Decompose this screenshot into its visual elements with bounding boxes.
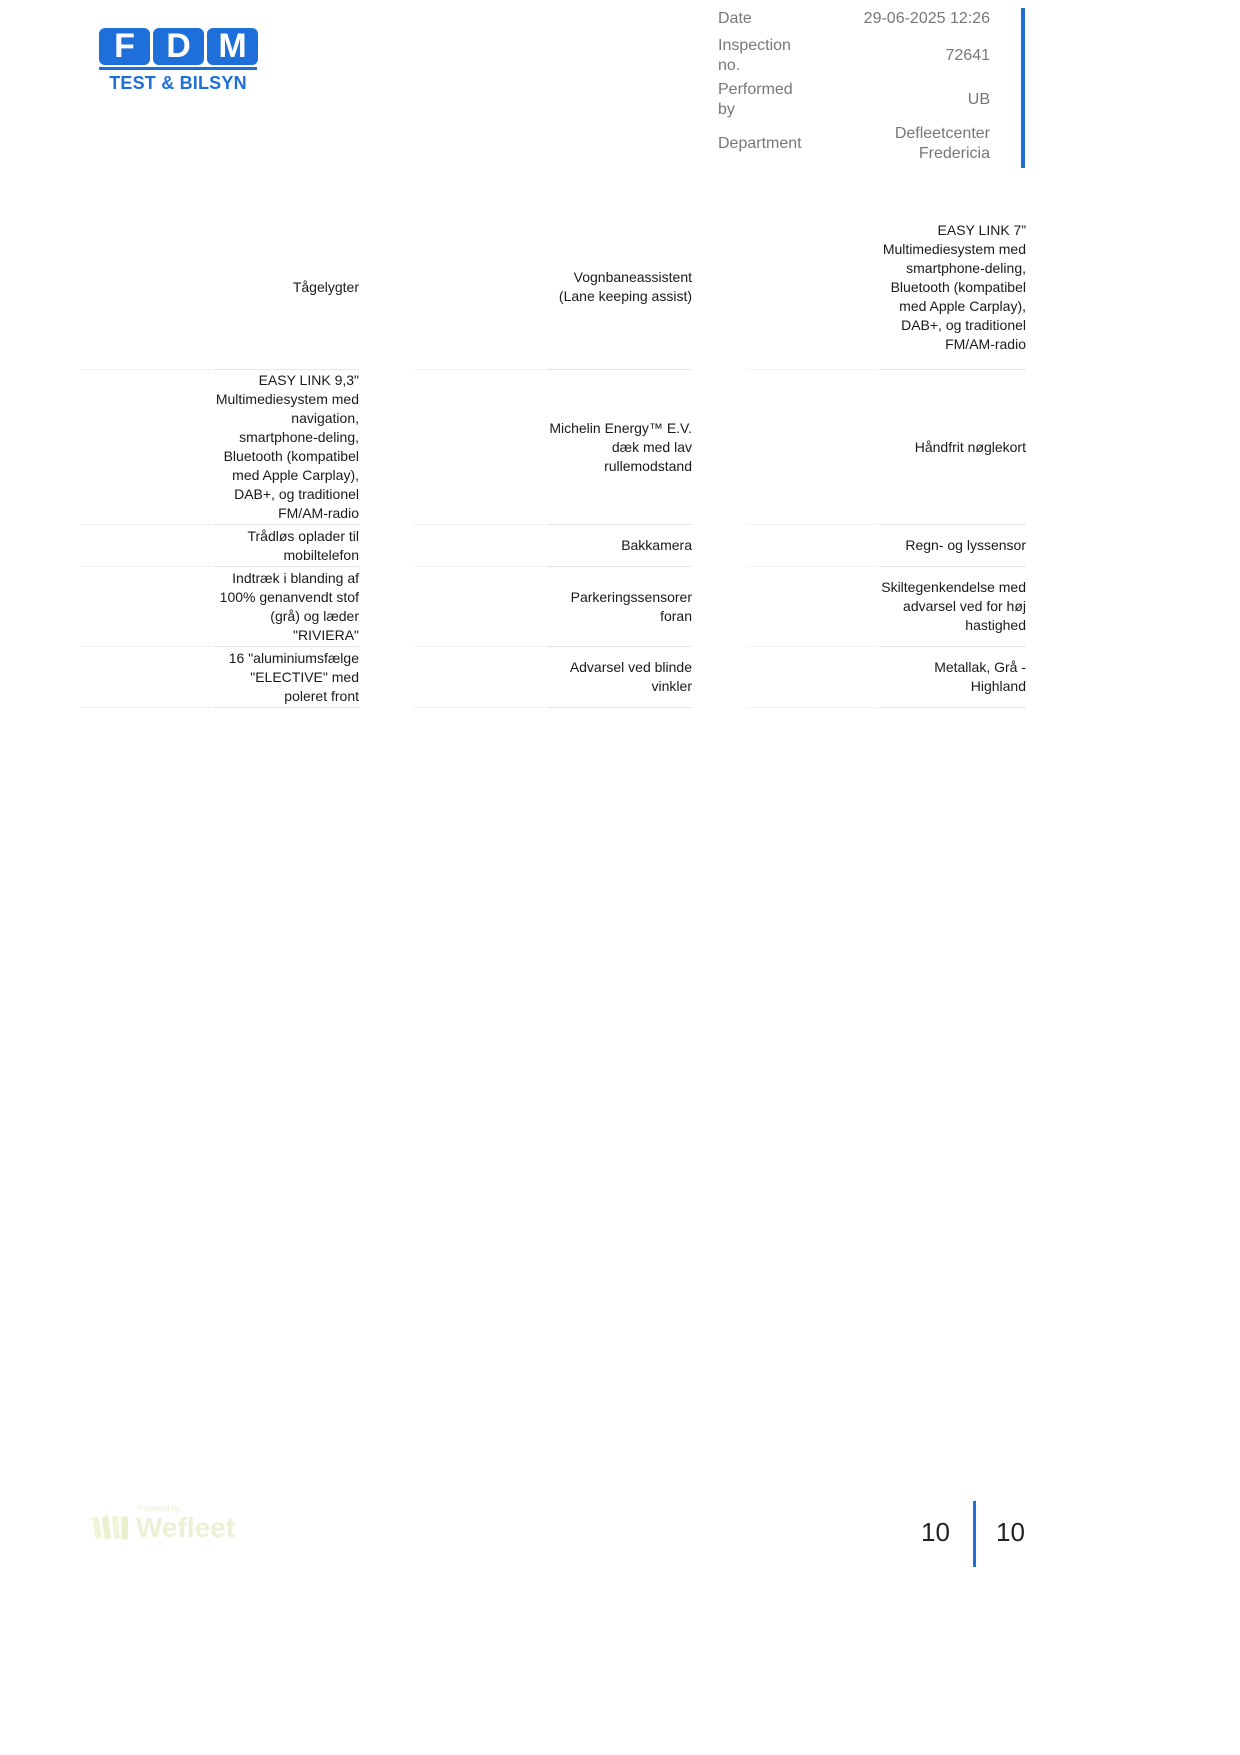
equipment-cell: Trådløs oplader til mobiltelefon [213, 525, 359, 567]
equipment-cell [746, 525, 877, 567]
table-row [80, 647, 1026, 708]
equipment-cell [413, 567, 544, 647]
table-row [80, 205, 1026, 370]
equipment-cell [80, 567, 211, 647]
equipment-cell [746, 370, 877, 525]
meta-row-department [718, 122, 990, 166]
equipment-cell: Tågelygter [213, 205, 359, 370]
meta-row-performed [718, 78, 990, 122]
equipment-cell: Parkeringssensorer foran [546, 567, 692, 647]
meta-accent-bar [1021, 8, 1025, 168]
equipment-cell: Indtræk i blanding af 100% genanvendt stof (grå) og læder "RIVIERA" [213, 567, 359, 647]
equipment-cell [413, 647, 544, 708]
meta-value-department: Defleetcenter Fredericia [894, 125, 990, 162]
equipment-cell [80, 370, 211, 525]
meta-label-date: Date [718, 10, 752, 27]
equipment-cell: Bakkamera [546, 525, 692, 567]
equipment-cell: Vognbaneassistent (Lane keeping assist) [546, 205, 692, 370]
table-row [80, 370, 1026, 525]
equipment-cell [746, 567, 877, 647]
equipment-cell [413, 370, 544, 525]
equipment-cell: Michelin Energy™ E.V. dæk med lav rullemodstand [546, 370, 692, 525]
equipment-cell: Håndfrit nøglekort [879, 370, 1026, 525]
logo-rule [99, 67, 257, 70]
equipment-cell [413, 525, 544, 567]
equipment-cell: EASY LINK 7” Multimediesystem med smartphone-deling, Bluetooth (kompatibel med Apple Carplay), DAB+, og traditionel FM/AM-radio [879, 205, 1026, 370]
equipment-cell: Advarsel ved blinde vinkler [546, 647, 692, 708]
meta-label-inspection: Inspection no. [718, 37, 791, 74]
logo-letter-f: F [99, 28, 150, 65]
equipment-cell: EASY LINK 9,3" Multimediesystem med navigation, smartphone-deling, Bluetooth (kompatibel med Apple Carplay), DAB+, og traditionel FM/AM-radio [213, 370, 359, 525]
meta-value-date: 29-06-2025 12:26 [863, 10, 990, 27]
meta-value-performed: UB [967, 91, 990, 108]
equipment-cell [80, 525, 211, 567]
wefleet-brand: Wefleet [136, 1512, 236, 1543]
equipment-cell [413, 205, 544, 370]
meta-label-department: Department [718, 135, 802, 152]
meta-row-date [718, 8, 990, 30]
meta-label-performed: Performed by [718, 81, 793, 118]
powered-by-label: Powered by [138, 1504, 181, 1513]
logo-letter-d: D [153, 28, 204, 65]
meta-row-inspection [718, 34, 990, 78]
fdm-logo-mark [99, 28, 259, 65]
page-current: 10 [921, 1517, 950, 1547]
equipment-cell: Metallak, Grå - Highland [879, 647, 1026, 708]
equipment-cell [80, 647, 211, 708]
equipment-cell [746, 647, 877, 708]
logo-subtitle: TEST & BILSYN [109, 73, 247, 93]
equipment-cell [80, 205, 211, 370]
equipment-cell: Skiltegenkendelse med advarsel ved for høj hastighed [879, 567, 1026, 647]
fdm-logo [99, 28, 259, 94]
meta-value-inspection: 72641 [945, 47, 990, 64]
wefleet-wordmark [136, 1504, 236, 1544]
equipment-cell [746, 205, 877, 370]
table-row [80, 525, 1026, 567]
inspection-meta [718, 8, 990, 166]
logo-letter-m: M [207, 28, 258, 65]
equipment-cell: Regn- og lyssensor [879, 525, 1026, 567]
wefleet-book-icon [90, 1514, 130, 1542]
table-row [80, 567, 1026, 647]
equipment-table [80, 205, 1026, 708]
page-total: 10 [996, 1517, 1025, 1547]
wefleet-logo [90, 1504, 236, 1544]
page-divider [973, 1501, 976, 1567]
equipment-cell: 16 "aluminiumsfælge "ELECTIVE" med poleret front [213, 647, 359, 708]
